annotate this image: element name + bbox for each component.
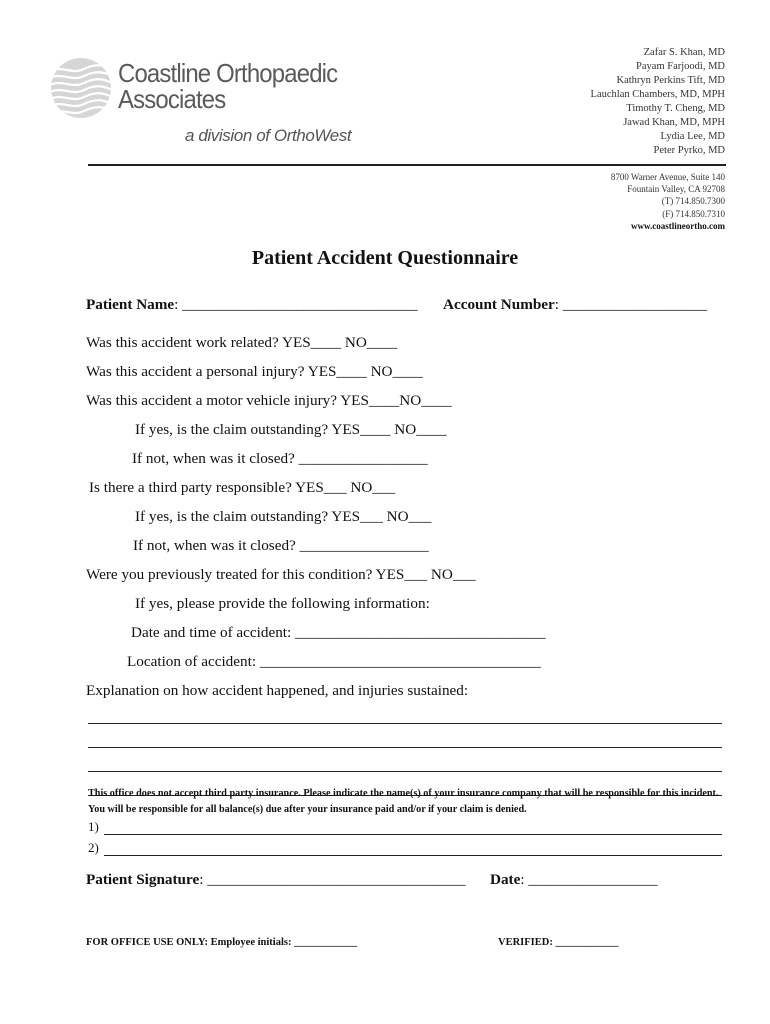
date-label: Date (490, 871, 521, 888)
account-number-row (443, 296, 707, 314)
date-row (490, 871, 658, 889)
account-number-label: Account Number (443, 296, 555, 313)
question-work-related[interactable]: Was this accident work related? YES____ NO____ (86, 334, 398, 351)
explanation-line[interactable] (88, 700, 722, 724)
question-previously-treated[interactable]: Were you previously treated for this condition? YES___ NO___ (86, 566, 476, 583)
signature-row (86, 871, 465, 889)
insurance-line-rule (104, 834, 722, 835)
question-third-party[interactable]: Is there a third party responsible? YES___ NO___ (89, 479, 396, 496)
header-divider (88, 164, 726, 166)
doctor-name: Jawad Khan, MD, MPH (623, 117, 725, 128)
insurance-company-2[interactable] (88, 840, 722, 856)
explanation-line[interactable] (88, 748, 722, 772)
date-time-of-accident-field[interactable]: Date and time of accident: _________________________________ (131, 624, 546, 641)
logo-wordmark (118, 60, 337, 112)
question-claim-outstanding[interactable]: If yes, is the claim outstanding? YES____ NO____ (135, 421, 447, 438)
signature-field[interactable]: : __________________________________ (199, 871, 466, 888)
question-third-party-claim-outstanding[interactable]: If yes, is the claim outstanding? YES___ NO___ (135, 508, 432, 525)
explanation-field[interactable] (88, 700, 722, 796)
doctor-name: Payam Farjoodi, MD (636, 61, 725, 72)
date-field[interactable]: : _________________ (520, 871, 658, 888)
phone-line: (T) 714.850.7300 (661, 196, 725, 207)
insurance-notice: This office does not accept third party insurance. Please indicate the name(s) of your insurance company that will be responsible for this incident. You will be responsible for all balance(s) due after your insurance paid and/or if your claim is denied. (88, 788, 719, 815)
insurance-line-rule (104, 855, 722, 856)
office-use-verified[interactable]: VERIFIED: ____________ (498, 937, 619, 948)
location-of-accident-field[interactable]: Location of accident: _____________________________________ (127, 653, 541, 670)
question-provide-info: If yes, please provide the following information: (135, 595, 430, 612)
doctor-name: Zafar S. Khan, MD (643, 47, 725, 58)
logo-tagline: a division of OrthoWest (185, 126, 352, 145)
doctor-name: Lydia Lee, MD (660, 131, 725, 142)
doctor-name: Lauchlan Chambers, MD, MPH (590, 89, 725, 100)
office-use-employee-initials[interactable]: FOR OFFICE USE ONLY: Employee initials: ____________ (86, 937, 358, 948)
question-personal-injury[interactable]: Was this accident a personal injury? YES____ NO____ (86, 363, 423, 380)
question-motor-vehicle[interactable]: Was this accident a motor vehicle injury? YES____NO____ (86, 392, 452, 409)
doctor-name: Timothy T. Cheng, MD (626, 103, 725, 114)
logo-mark-icon (50, 57, 112, 119)
form-title: Patient Accident Questionnaire (251, 247, 519, 269)
explanation-label: Explanation on how accident happened, and injuries sustained: (86, 682, 469, 699)
doctor-list (591, 46, 725, 158)
question-third-party-closed-date[interactable]: If not, when was it closed? _________________ (133, 537, 429, 554)
address-line: Fountain Valley, CA 92708 (627, 184, 725, 195)
practice-address (611, 171, 725, 232)
account-number-field[interactable]: : ___________________ (554, 296, 708, 313)
patient-name-label: Patient Name (86, 296, 175, 313)
logo-name-line1: Coastline Orthopaedic (118, 58, 338, 88)
website-link[interactable]: www.coastlineortho.com (631, 220, 725, 231)
insurance-line-number: 2) (88, 840, 99, 855)
logo-name-line2: Associates (118, 84, 226, 114)
doctor-name: Peter Pyrko, MD (653, 145, 725, 156)
patient-name-row (86, 296, 418, 314)
fax-line: (F) 714.850.7310 (662, 208, 725, 219)
insurance-company-1[interactable] (88, 819, 722, 835)
signature-label: Patient Signature (86, 871, 200, 888)
doctor-name: Kathryn Perkins Tift, MD (616, 75, 725, 86)
address-line: 8700 Warner Avenue, Suite 140 (610, 172, 725, 182)
insurance-line-number: 1) (88, 819, 99, 834)
patient-name-field[interactable]: : _______________________________ (174, 296, 418, 313)
question-claim-closed-date[interactable]: If not, when was it closed? _________________ (132, 450, 428, 467)
explanation-line[interactable] (88, 724, 722, 748)
